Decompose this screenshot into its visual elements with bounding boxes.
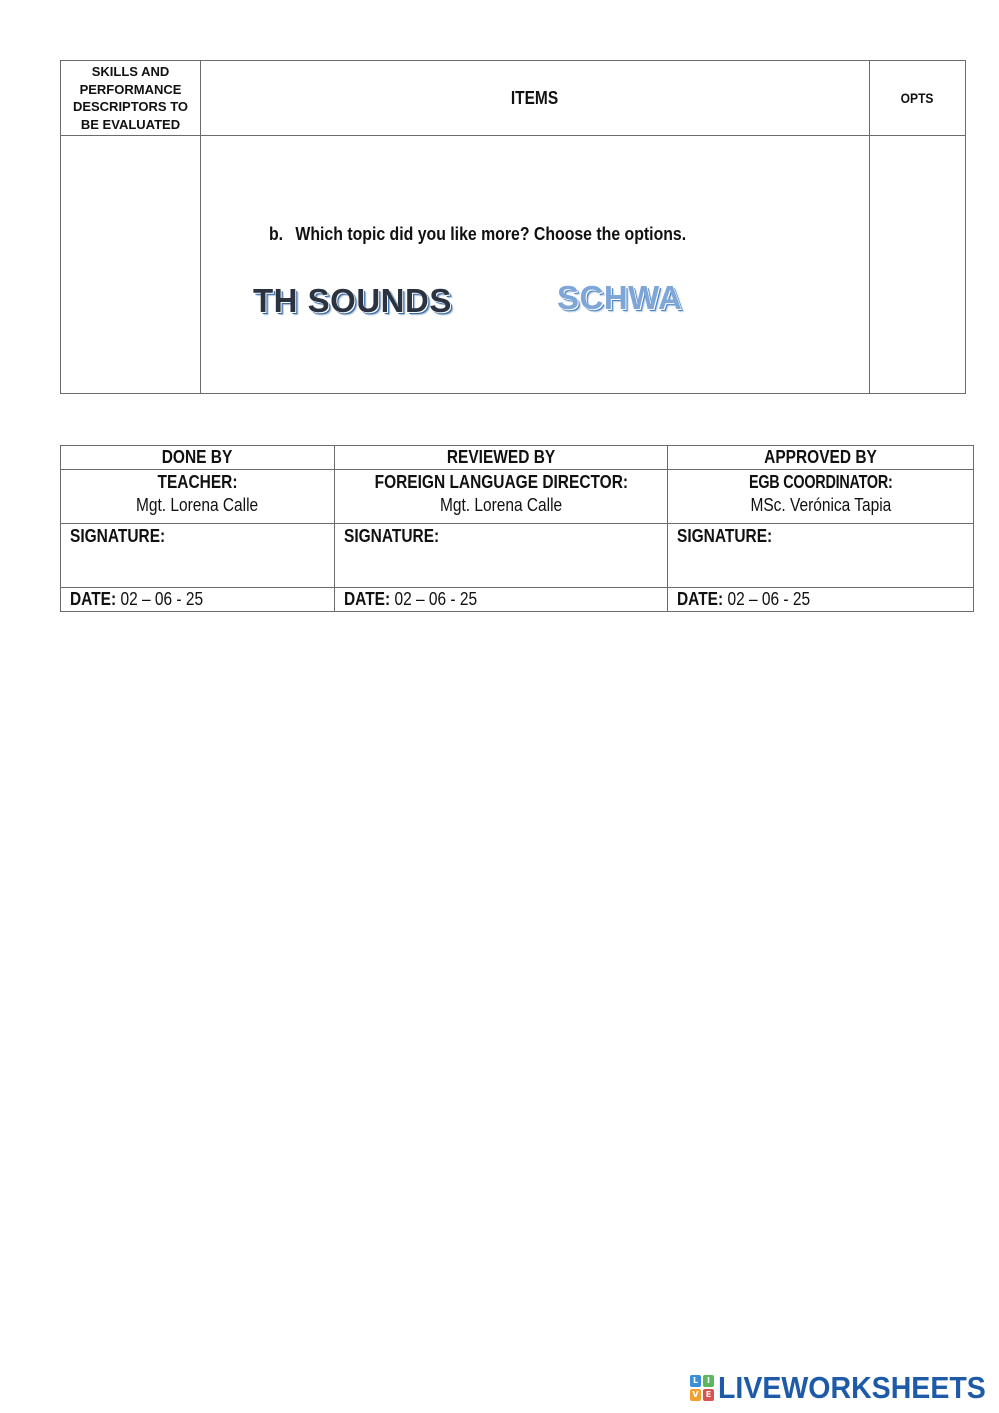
director-date-value: 02 – 06 - 25 — [394, 589, 478, 609]
director-role: FOREIGN LANGUAGE DIRECTOR: — [374, 472, 628, 492]
approved-by-label: APPROVED BY — [764, 447, 877, 467]
teacher-signature-label: SIGNATURE: — [70, 526, 166, 546]
done-by-label: DONE BY — [162, 447, 233, 467]
director-date-label: DATE: — [344, 589, 391, 609]
director-name: Mgt. Lorena Calle — [439, 495, 563, 515]
question — [269, 224, 686, 245]
coordinator-name: MSc. Verónica Tapia — [750, 495, 891, 515]
items-cell — [201, 136, 870, 394]
teacher-date-value: 02 – 06 - 25 — [120, 589, 204, 609]
opts-header — [870, 61, 966, 136]
items-table-body-row — [61, 136, 966, 394]
approved-by-header — [668, 446, 974, 470]
coordinator-signature-label: SIGNATURE: — [677, 526, 773, 546]
director-cell — [335, 470, 668, 524]
director-signature-label: SIGNATURE: — [344, 526, 440, 546]
coordinator-signature-cell — [668, 524, 974, 588]
signature-row — [61, 524, 974, 588]
items-table — [60, 60, 966, 394]
director-date-cell — [335, 588, 668, 612]
director-signature-cell — [335, 524, 668, 588]
reviewed-by-header — [335, 446, 668, 470]
coordinator-date-label: DATE: — [677, 589, 724, 609]
items-table-header-row — [61, 61, 966, 136]
done-by-header — [61, 446, 335, 470]
opts-header-label: OPTS — [901, 90, 934, 106]
question-text: Which topic did you like more? Choose the options. — [295, 224, 687, 244]
signature-table — [60, 445, 974, 612]
skills-cell — [61, 136, 201, 394]
signature-header-row — [61, 446, 974, 470]
teacher-signature-cell — [61, 524, 335, 588]
option-schwa[interactable]: SCHWA — [557, 279, 683, 316]
coordinator-role: EGB COORDINATOR: — [748, 472, 893, 492]
signature-role-row — [61, 470, 974, 524]
liveworksheets-logo-text: LIVEWORKSHEETS — [718, 1370, 986, 1405]
coordinator-date-value: 02 – 06 - 25 — [727, 589, 811, 609]
date-row — [61, 588, 974, 612]
option-th-sounds[interactable]: TH SOUNDS — [253, 282, 452, 319]
coordinator-cell — [668, 470, 974, 524]
coordinator-date-cell — [668, 588, 974, 612]
liveworksheets-logo-icon: L I V E — [690, 1375, 714, 1401]
skills-header — [61, 61, 201, 136]
reviewed-by-label: REVIEWED BY — [446, 447, 556, 467]
teacher-date-cell — [61, 588, 335, 612]
items-header — [201, 61, 870, 136]
teacher-name: Mgt. Lorena Calle — [136, 495, 259, 515]
opts-cell — [870, 136, 966, 394]
teacher-role: TEACHER: — [157, 472, 238, 492]
teacher-date-label: DATE: — [70, 589, 117, 609]
items-header-label: ITEMS — [511, 87, 559, 108]
skills-header-label: SKILLS AND PERFORMANCE DESCRIPTORS TO BE EVALUATED — [72, 64, 189, 132]
teacher-cell — [61, 470, 335, 524]
question-marker: b. — [269, 224, 284, 244]
liveworksheets-brand[interactable] — [690, 1370, 999, 1405]
